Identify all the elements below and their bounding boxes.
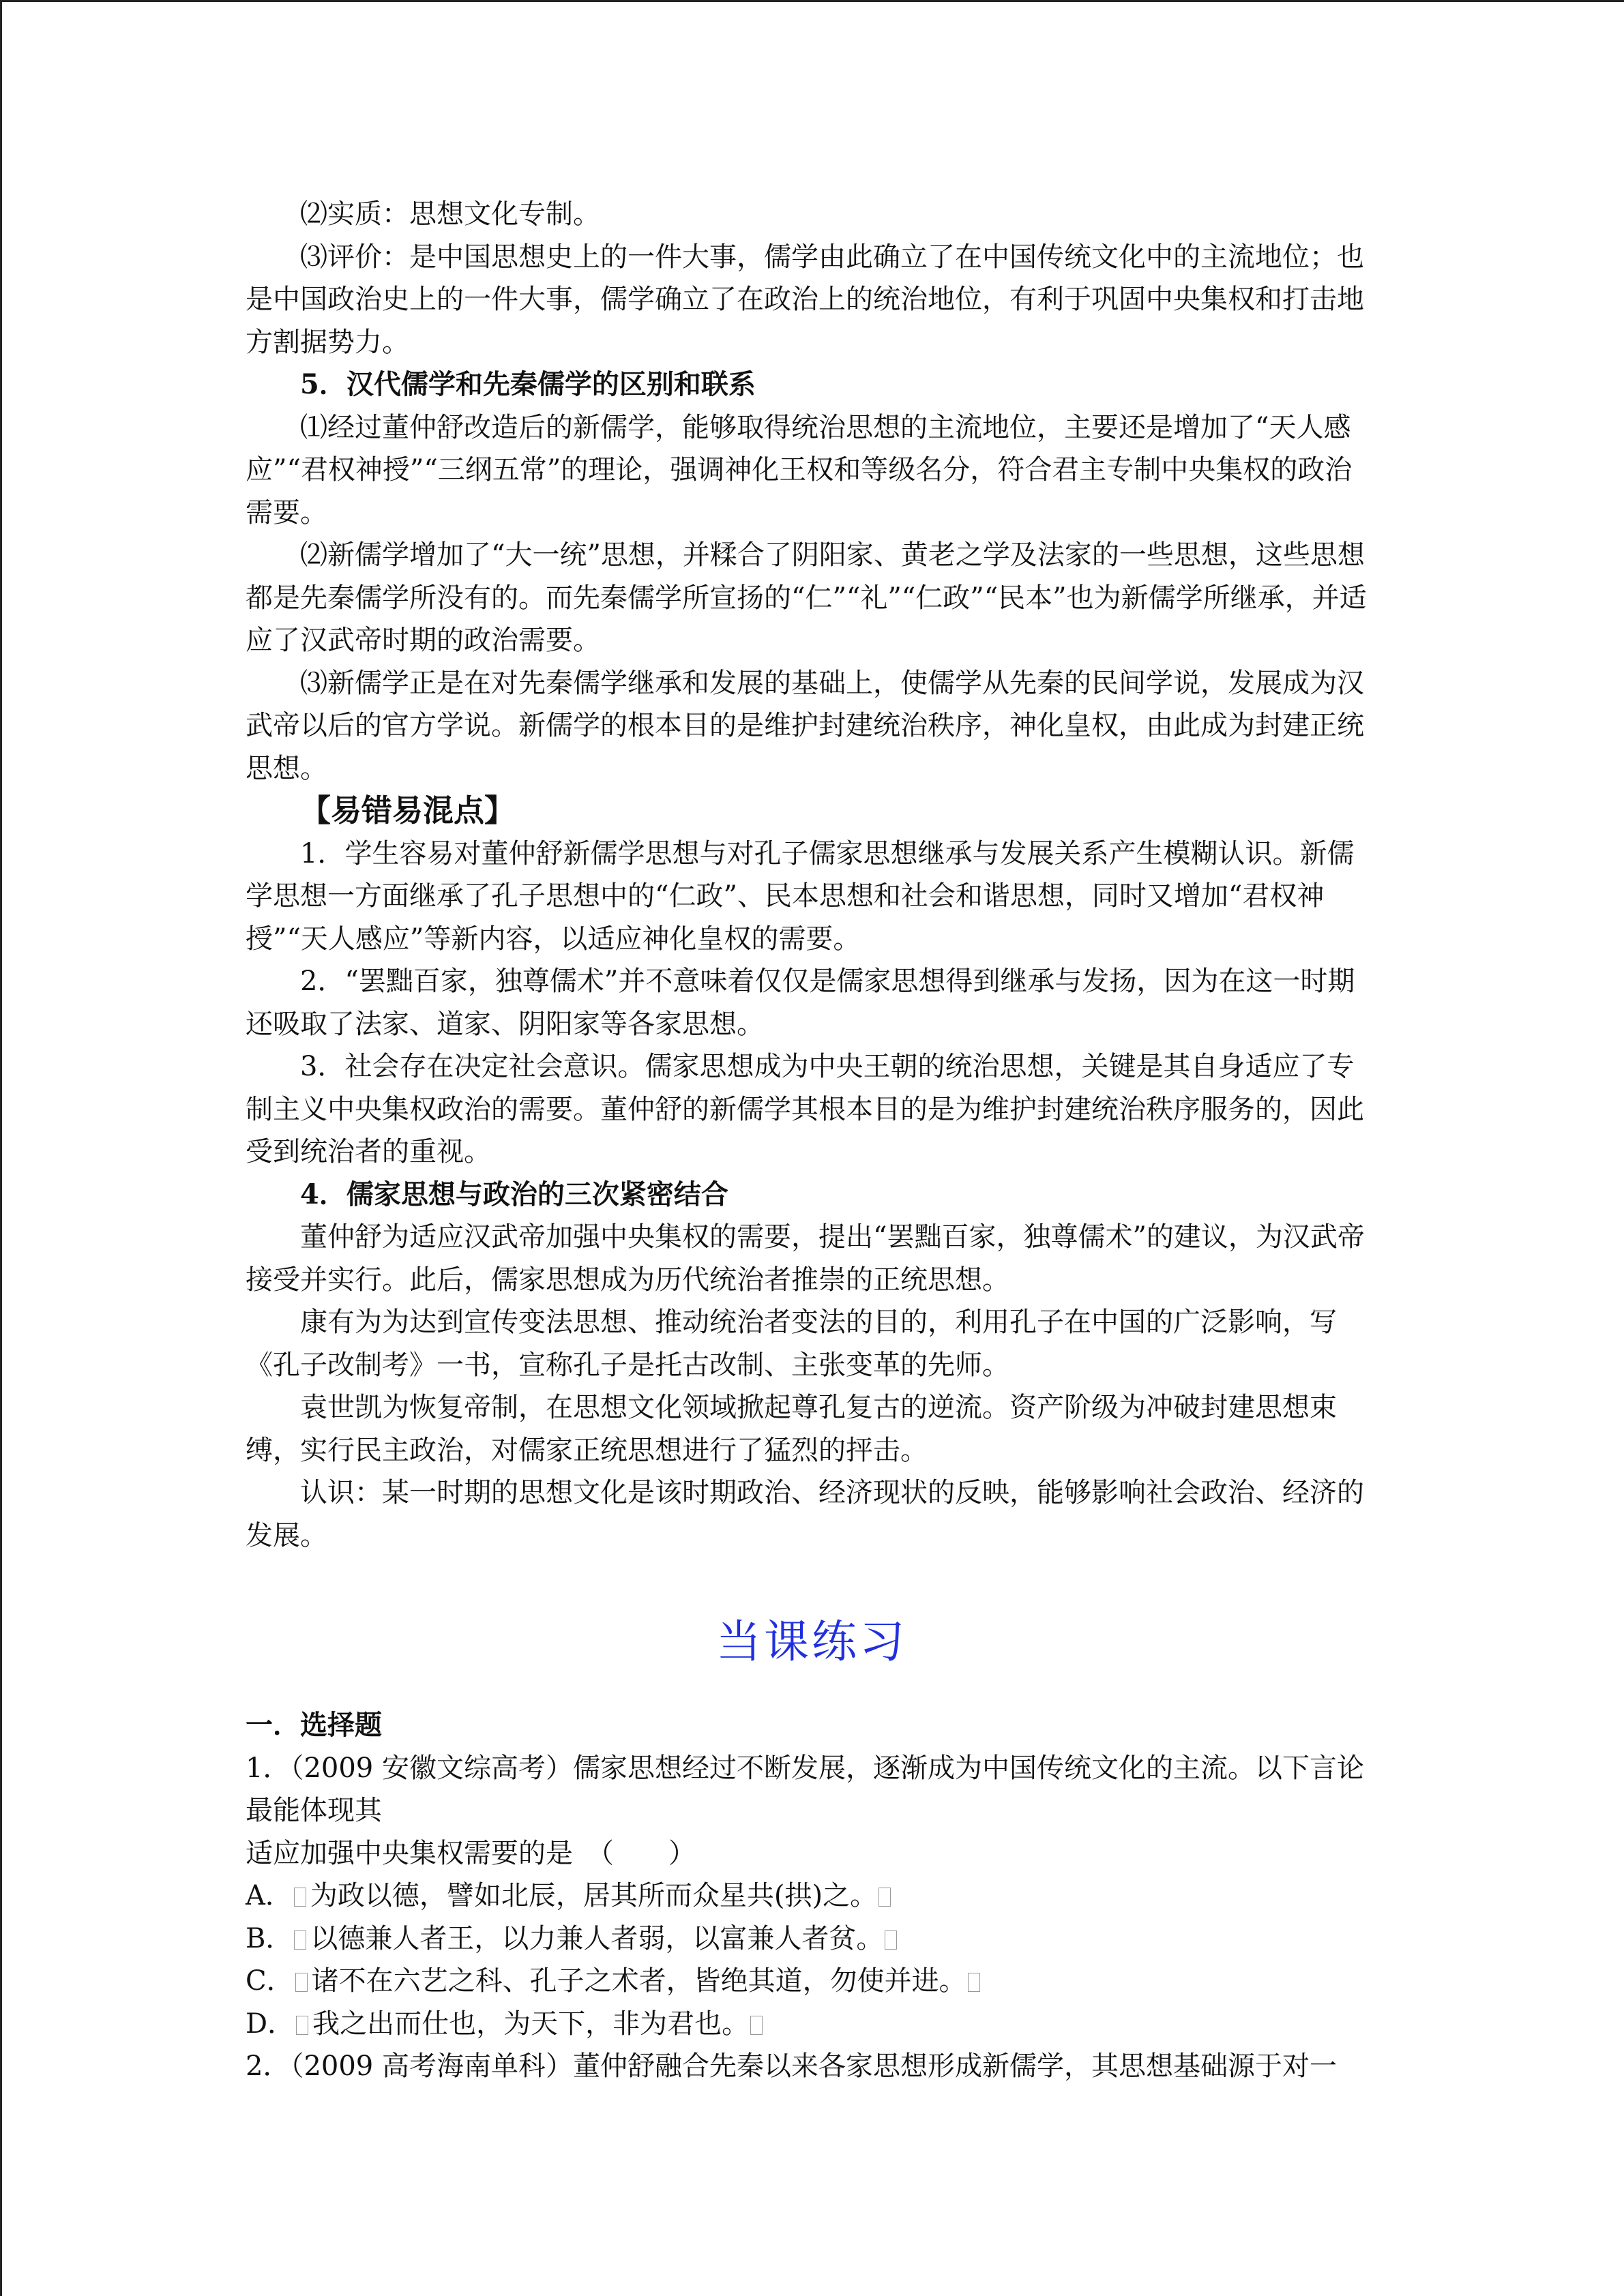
option-label: D．	[246, 2008, 295, 2040]
mistake-item-1: 1．学生容易对董仲舒新儒学思想与对孔子儒家思想继承与发展关系产生模糊认识。新儒学思想一方面继承了孔子思想中的“仁政”、民本思想和社会和谐思想，同时又增加“君权神授”“天人感应”等新内容，以适应神化皇权的需要。	[246, 837, 1355, 955]
option-text: 诸不在六艺之科、孔子之术者，皆绝其道，勿使并进。	[311, 1965, 966, 1997]
heading-common-mistakes: 【易错易混点】	[300, 792, 516, 829]
option-text: 为政以德，譬如北辰，居其所而众星共(拱)之。	[310, 1880, 878, 1911]
document-body	[246, 193, 1378, 2088]
question-1-option-d	[246, 2003, 1378, 2046]
question-1-stem-cont: 适应加强中央集权需要的是 （ ）	[246, 1837, 696, 1869]
paragraph-4-conclusion: 认识：某一时期的思想文化是该时期政治、经济现状的反映，能够影响社会政治、经济的发展。	[246, 1477, 1364, 1551]
question-1-option-c	[246, 1960, 1378, 2003]
section-title-practice: 当课练习	[716, 1615, 907, 1668]
paragraph-4-kang: 康有为为达到宣传变法思想、推动统治者变法的目的，利用孔子在中国的广泛影响，写《孔子改制考》一书，宣称孔子是托古改制、主张变革的先师。	[246, 1307, 1337, 1381]
question-2-stem: 2．（2009 高考海南单科）董仲舒融合先秦以来各家思想形成新儒学，其思想基础源于对一	[246, 2051, 1337, 2082]
question-1-stem: 1．（2009 安徽文综高考）儒家思想经过不断发展，逐渐成为中国传统文化的主流。以下言论最能体现其	[246, 1752, 1364, 1826]
question-1-option-b	[246, 1918, 1378, 1960]
page-border-left	[0, 0, 2, 2296]
missing-glyph-box-icon	[879, 1888, 891, 1907]
option-text: 以德兼人者王，以力兼人者弱，以富兼人者贫。	[310, 1922, 884, 1954]
heading-han-vs-preqin: 5．汉代儒学和先秦儒学的区别和联系	[300, 368, 756, 400]
option-label: B．	[246, 1922, 293, 1954]
missing-glyph-box-icon	[294, 1888, 306, 1907]
paragraph-essence: ⑵实质：思想文化专制。	[300, 198, 600, 230]
missing-glyph-box-icon	[294, 1930, 306, 1950]
paragraph-evaluation: ⑶评价：是中国思想史上的一件大事，儒学由此确立了在中国传统文化中的主流地位；也是中国政治史上的一件大事，儒学确立了在政治上的统治地位，有利于巩固中央集权和打击地方割据势力。	[246, 241, 1364, 358]
paragraph-5-3: ⑶新儒学正是在对先秦儒学继承和发展的基础上，使儒学从先秦的民间学说，发展成为汉武帝以后的官方学说。新儒学的根本目的是维护封建统治秩序，神化皇权，由此成为封建正统思想。	[246, 667, 1364, 784]
missing-glyph-box-icon	[750, 2016, 763, 2035]
missing-glyph-box-icon	[968, 1973, 980, 1992]
option-text: 我之出而仕也，为天下，非为君也。	[312, 2008, 750, 2040]
missing-glyph-box-icon	[296, 2016, 308, 2035]
paragraph-5-2: ⑵新儒学增加了“大一统”思想，并糅合了阴阳家、黄老之学及法家的一些思想，这些思想都是先秦儒学所没有的。而先秦儒学所宣扬的“仁”“礼”“仁政”“民本”也为新儒学所继承，并适应了汉武帝时期的政治需要。	[246, 539, 1367, 656]
paragraph-4-yuan: 袁世凯为恢复帝制，在思想文化领域掀起尊孔复古的逆流。资产阶级为冲破封建思想束缚，实行民主政治，对儒家正统思想进行了猛烈的抨击。	[246, 1392, 1337, 1466]
page-border-top	[0, 0, 1624, 2]
option-label: A．	[246, 1880, 293, 1911]
heading-three-combinations: 4．儒家思想与政治的三次紧密结合	[300, 1178, 728, 1210]
heading-multiple-choice: 一．选择题	[246, 1709, 382, 1741]
mistake-item-2: 2．“罢黜百家，独尊儒术”并不意味着仅仅是儒家思想得到继承与发扬，因为在这一时期还吸取了法家、道家、阴阳家等各家思想。	[246, 966, 1355, 1040]
missing-glyph-box-icon	[885, 1930, 897, 1950]
mistake-item-3: 3．社会存在决定社会意识。儒家思想成为中央王朝的统治思想，关键是其自身适应了专制主义中央集权政治的需要。董仲舒的新儒学其根本目的是为维护封建统治秩序服务的，因此受到统治者的重视。	[246, 1051, 1364, 1167]
question-1-option-a	[246, 1875, 1378, 1918]
paragraph-5-1: ⑴经过董仲舒改造后的新儒学，能够取得统治思想的主流地位，主要还是增加了“天人感应”“君权神授”“三纲五常”的理论，强调神化王权和等级名分，符合君主专制中央集权的政治需要。	[246, 411, 1353, 528]
option-label: C．	[246, 1965, 294, 1997]
paragraph-4-dong: 董仲舒为适应汉武帝加强中央集权的需要，提出“罢黜百家，独尊儒术”的建议，为汉武帝接受并实行。此后，儒家思想成为历代统治者推崇的正统思想。	[246, 1221, 1365, 1296]
missing-glyph-box-icon	[295, 1973, 308, 1992]
